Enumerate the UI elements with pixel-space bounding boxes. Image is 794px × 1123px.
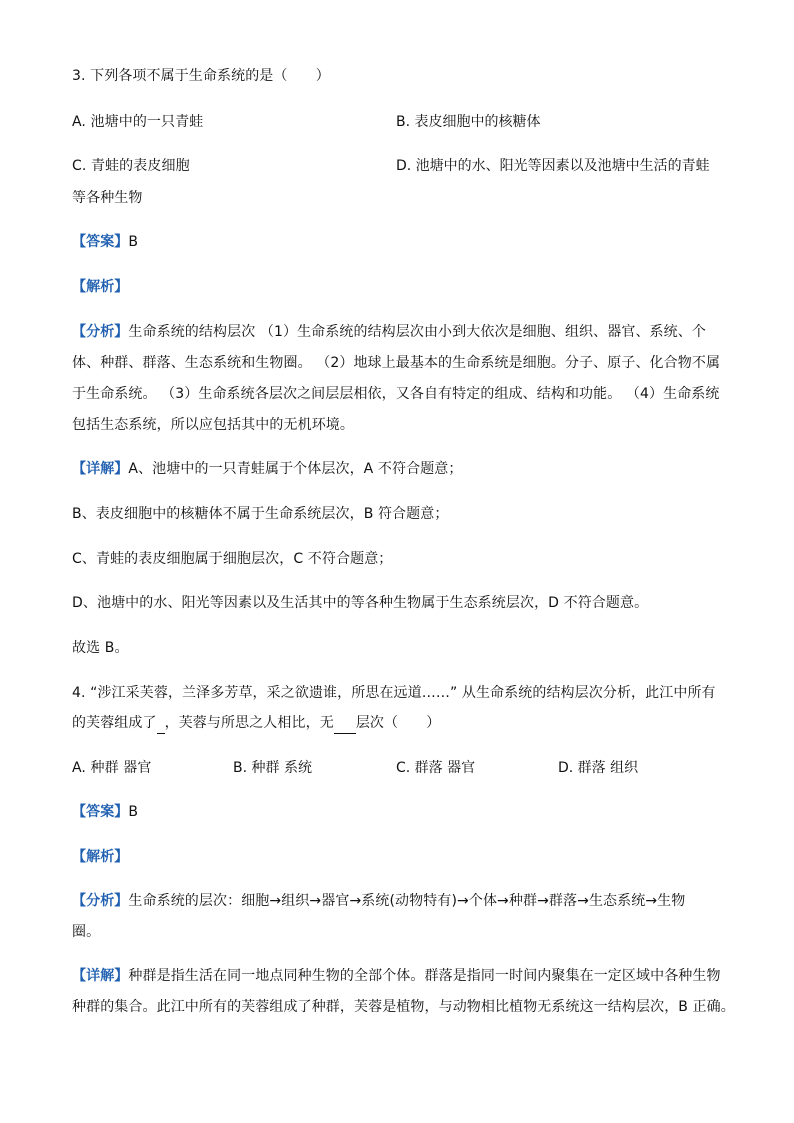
q4-stem-part-c: 层次（ ）: [355, 715, 441, 731]
q3-answer: [72, 232, 138, 252]
fenxi-tag: 【分析】: [72, 893, 129, 909]
q3-stem: 3. 下列各项不属于生命系统的是（ ）: [72, 68, 330, 84]
q4-detail-line1: [72, 966, 721, 986]
blank-1: [157, 713, 165, 734]
q3-fenxi-line3: 于生命系统。 （3）生命系统各层次之间层层相依，又各自有特定的组成、结构和功能。 （4）生命系统: [72, 386, 720, 402]
answer-tag: 【答案】: [72, 804, 129, 820]
q4-option-b: B. 种群 系统: [233, 760, 312, 776]
q3-detail-b: B、表皮细胞中的核糖体不属于生命系统层次，B 符合题意；: [72, 506, 449, 522]
q3-fenxi-line2: 体、种群、群落、生态系统和生物圈。 （2）地球上最基本的生命系统是细胞。分子、原子、化合物不属: [72, 355, 721, 371]
q4-option-c: C. 群落 器官: [396, 760, 476, 776]
detail-text: A、池塘中的一只青蛙属于个体层次，A 不符合题意；: [128, 461, 463, 477]
detail-tag: 【详解】: [72, 968, 129, 984]
q4-detail-line2: 种群的集合。此江中所有的芙蓉组成了种群，芙蓉是植物，与动物相比植物无系统这一结构层次，B 正确。: [72, 999, 735, 1015]
fenxi-text: 生命系统的层次：细胞→组织→器官→系统(动物特有)→个体→种群→群落→生态系统→生物: [128, 893, 686, 909]
fenxi-text: 生命系统的结构层次 （1）生命系统的结构层次由小到大依次是细胞、组织、器官、系统、个: [128, 324, 706, 340]
q4-fenxi-line2: 圈。: [72, 924, 101, 940]
q4-option-d: D. 群落 组织: [558, 760, 639, 776]
q3-option-d-cont: 等各种生物: [72, 190, 143, 206]
answer-value: B: [128, 804, 139, 820]
q3-detail-c: C、青蛙的表皮细胞属于细胞层次，C 不符合题意；: [72, 551, 393, 567]
q4-analysis-tag: 【解析】: [72, 849, 129, 865]
q4-fenxi-line1: [72, 891, 685, 911]
q4-stem-line1: 4. “涉江采芙蓉，兰泽多芳草，采之欲遗谁，所思在远道……” 从生命系统的结构层次分析，此江中所有: [72, 685, 716, 701]
q4-stem-part-a: 的芙蓉组成了: [72, 715, 157, 731]
q3-fenxi-line1: [72, 322, 706, 342]
detail-tag: 【详解】: [72, 461, 129, 477]
answer-tag: 【答案】: [72, 234, 129, 250]
q4-answer: [72, 802, 138, 822]
q3-detail-a: [72, 459, 463, 479]
q4-stem-part-b: ，芙蓉与所思之人相比，无: [164, 715, 334, 731]
q3-detail-d: D、池塘中的水、阳光等因素以及生活其中的等各种生物属于生态系统层次，D 不符合题意。: [72, 595, 649, 611]
answer-value: B: [128, 234, 139, 250]
q3-option-a: A. 池塘中的一只青蛙: [72, 114, 204, 130]
fenxi-tag: 【分析】: [72, 324, 129, 340]
q4-option-a: A. 种群 器官: [72, 760, 152, 776]
detail-text: 种群是指生活在同一地点同种生物的全部个体。群落是指同一时间内聚集在一定区域中各种生物: [128, 968, 721, 984]
blank-2: [334, 713, 356, 734]
q3-conclusion: 故选 B。: [72, 640, 129, 656]
q3-option-b: B. 表皮细胞中的核糖体: [396, 114, 541, 130]
q4-stem-line2: [72, 713, 440, 734]
q3-fenxi-line4: 包括生态系统，所以应包括其中的无机环境。: [72, 417, 354, 433]
q3-option-c: C. 青蛙的表皮细胞: [72, 158, 190, 174]
q3-option-d: D. 池塘中的水、阳光等因素以及池塘中生活的青蛙: [396, 158, 710, 174]
q3-analysis-tag: 【解析】: [72, 279, 129, 295]
